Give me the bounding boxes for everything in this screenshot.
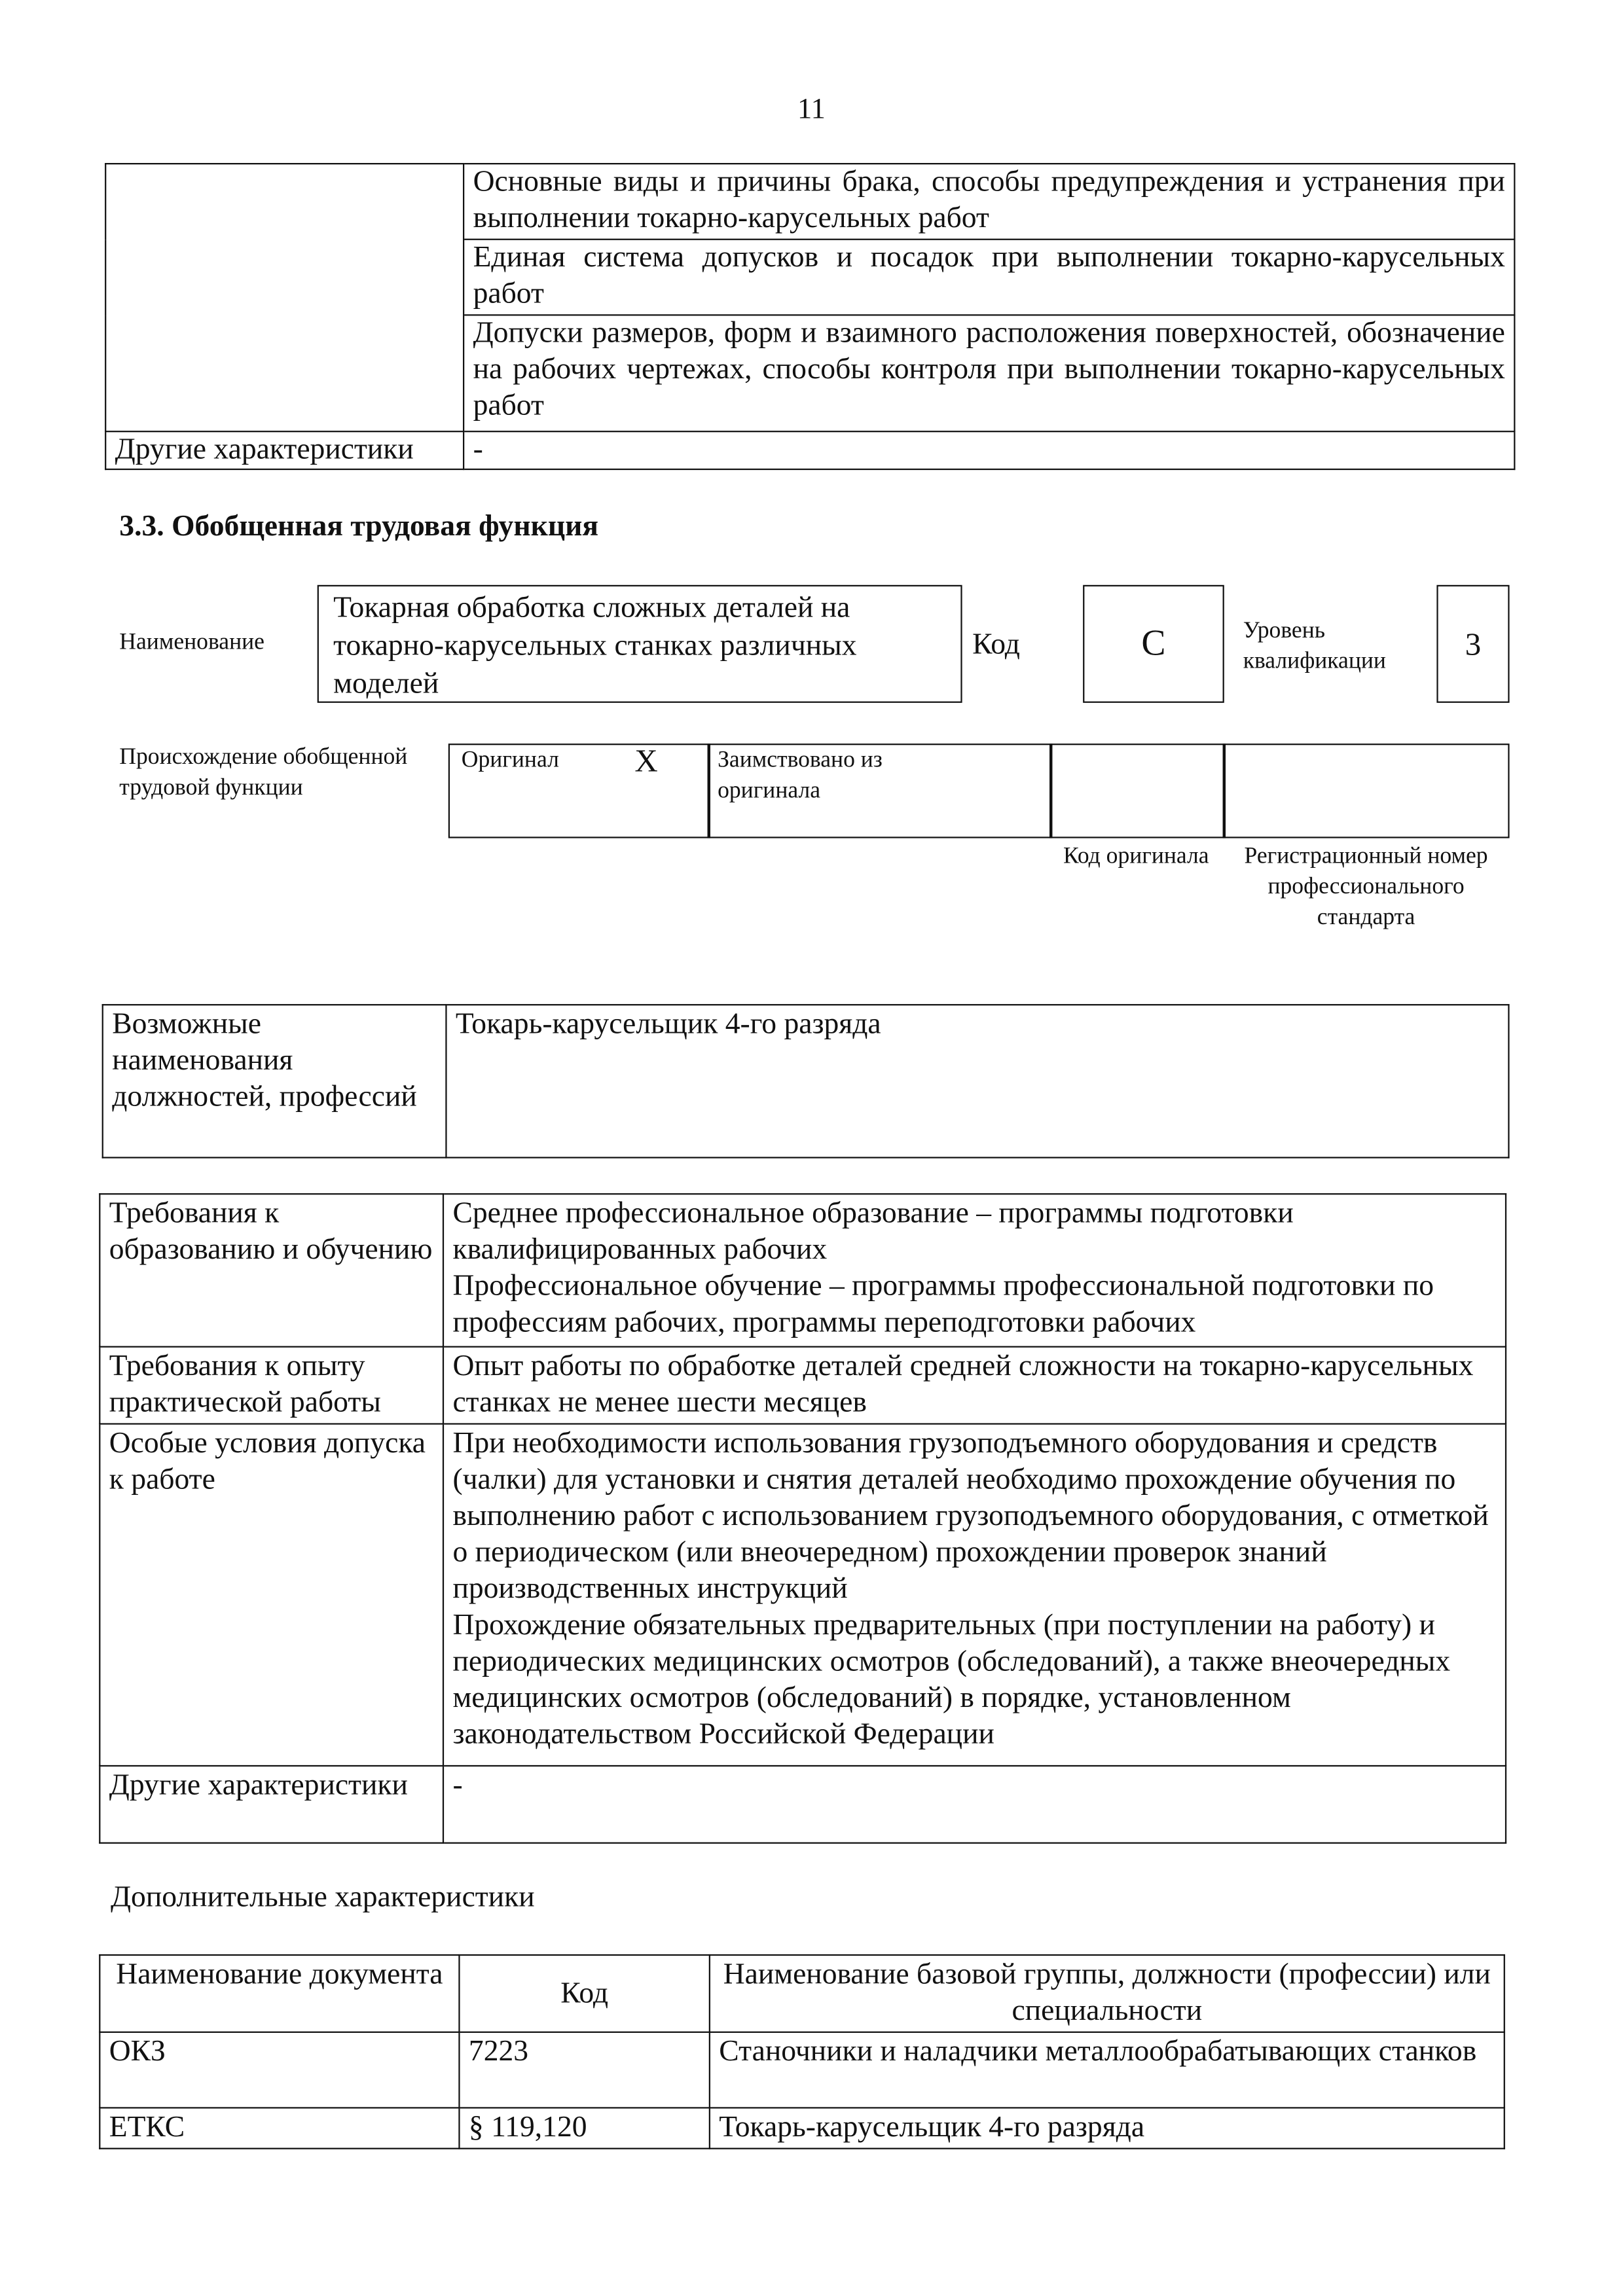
origin-divider: [1223, 744, 1225, 838]
other-characteristics-label: Другие характеристики: [105, 431, 464, 469]
experience-label: Требования к опыту практической работы: [100, 1347, 443, 1424]
origin-divider: [1049, 744, 1051, 838]
header-document: Наименование документа: [100, 1955, 459, 2032]
qualification-level: 3: [1436, 585, 1509, 703]
original-label: Оригинал: [461, 747, 559, 773]
admission-label: Особые условия допуска к работе: [100, 1424, 443, 1765]
etks-code: § 119,120: [459, 2108, 709, 2148]
origin-divider: [708, 744, 710, 838]
okz-doc: ОКЗ: [100, 2032, 459, 2108]
okz-group: Станочники и наладчики металлообрабатывающих станков: [710, 2032, 1504, 2108]
original-mark: X: [634, 742, 658, 779]
other-label: Другие характеристики: [100, 1766, 443, 1843]
level-label: Уровень квалификации: [1243, 618, 1386, 674]
education-value: [443, 1194, 1506, 1346]
prev-left-cell: [105, 164, 464, 431]
education-label: Требования к образованию и обучению: [100, 1194, 443, 1346]
origin-table: [448, 744, 1510, 838]
name-label: Наименование: [119, 630, 264, 655]
etks-doc: ЕТКС: [100, 2108, 459, 2148]
function-code: C: [1083, 585, 1224, 703]
admission-line: При необходимости использования грузоподъемного оборудования и средств (чалки) для установки и снятия деталей необходимо прохождение обучения по выполнению работ с использованием грузоподъемного оборудования, с отметкой о периодическом (или внеочередном) прохождении проверок знаний производственных инструкций: [452, 1427, 1489, 1605]
positions-table: [102, 1004, 1510, 1158]
prev-knowledge-table: [105, 163, 1515, 470]
function-name: Токарная обработка сложных деталей на токарно-карусельных станках различных моделей: [318, 585, 962, 703]
code-label: Код: [972, 628, 1020, 661]
education-line: Среднее профессиональное образование – программы подготовки квалифицированных рабочих: [452, 1197, 1294, 1266]
header-group: Наименование базовой группы, должности (профессии) или специальности: [710, 1955, 1504, 2032]
knowledge-row: Допуски размеров, форм и взаимного расположения поверхностей, обозначение на рабочих чертежах, способы контроля при выполнении токарно-карусельных работ: [464, 315, 1514, 431]
additional-table: [99, 1954, 1505, 2149]
page-number: 11: [797, 93, 826, 126]
origin-label: Происхождение обобщенной трудовой функции: [119, 745, 408, 800]
admission-value: [443, 1424, 1506, 1765]
borrowed-label: Заимствовано из оригинала: [718, 747, 883, 804]
other-value: -: [443, 1766, 1506, 1843]
experience-value: Опыт работы по обработке деталей средней сложности на токарно-карусельных станках не менее шести месяцев: [443, 1347, 1506, 1424]
positions-label: Возможные наименования должностей, профессий: [103, 1005, 447, 1157]
other-characteristics-value: -: [464, 431, 1514, 469]
etks-group: Токарь-карусельщик 4-го разряда: [710, 2108, 1504, 2148]
positions-value: Токарь-карусельщик 4-го разряда: [446, 1005, 1508, 1157]
reg-number-caption: Регистрационный номер профессионального стандарта: [1244, 844, 1488, 930]
header-code: Код: [459, 1955, 709, 2032]
okz-code: 7223: [459, 2032, 709, 2108]
knowledge-row: Единая система допусков и посадок при выполнении токарно-карусельных работ: [464, 240, 1514, 315]
education-line: Профессиональное обучение – программы профессиональной подготовки по профессиям рабочих, программы переподготовки рабочих: [452, 1270, 1434, 1339]
admission-line: Прохождение обязательных предварительных (при поступлении на работу) и периодических медицинских осмотров (обследований), а также внеочередных медицинских осмотров (обследований) в порядке, установленном законодательством Российской Федерации: [452, 1609, 1451, 1751]
section-heading: 3.3. Обобщенная трудовая функция: [119, 511, 599, 543]
additional-title: Дополнительные характеристики: [110, 1881, 535, 1914]
knowledge-row: Основные виды и причины брака, способы предупреждения и устранения при выполнении токарно-карусельных работ: [464, 164, 1514, 240]
requirements-table: [99, 1193, 1506, 1844]
code-original-caption: Код оригинала: [1063, 844, 1209, 869]
